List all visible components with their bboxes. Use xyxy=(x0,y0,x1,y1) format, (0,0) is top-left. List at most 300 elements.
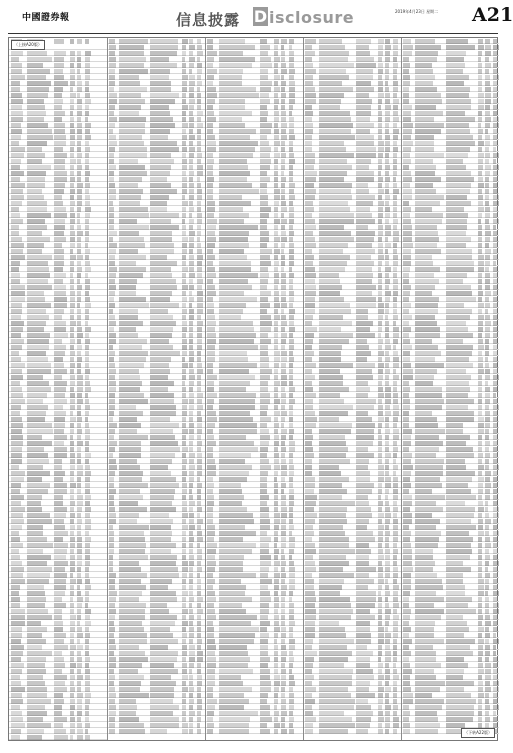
table-cell xyxy=(319,261,347,266)
table-cell xyxy=(415,489,432,494)
table-cell xyxy=(27,255,52,260)
table-cell xyxy=(197,639,202,644)
table-cell xyxy=(403,141,413,146)
table-cell xyxy=(378,147,384,152)
table-cell xyxy=(493,603,499,608)
table-cell xyxy=(319,411,348,416)
table-cell xyxy=(197,171,203,176)
table-cell xyxy=(378,699,383,704)
table-cell xyxy=(70,537,75,542)
table-cell xyxy=(305,369,312,374)
table-cell xyxy=(403,291,410,296)
table-cell xyxy=(260,45,270,50)
table-cell xyxy=(70,585,74,590)
table-cell xyxy=(446,147,470,152)
table-cell xyxy=(319,327,341,332)
table-cell xyxy=(189,141,193,146)
table-cell xyxy=(289,363,293,368)
table-cell xyxy=(197,483,202,488)
table-cell xyxy=(119,267,146,272)
table-cell xyxy=(319,663,344,668)
table-cell xyxy=(493,327,498,332)
table-cell xyxy=(281,687,285,692)
table-cell xyxy=(182,57,185,62)
table-cell xyxy=(189,723,193,728)
table-cell xyxy=(446,681,474,686)
table-cell xyxy=(11,225,19,230)
table-cell xyxy=(478,255,484,260)
continued-from-tag: （上接A20版） xyxy=(11,40,45,50)
table-cell xyxy=(289,123,294,128)
table-cell xyxy=(11,369,22,374)
table-cell xyxy=(85,219,89,224)
table-cell xyxy=(219,195,242,200)
table-cell xyxy=(189,129,193,134)
table-cell xyxy=(415,249,441,254)
table-cell xyxy=(109,75,115,80)
table-cell xyxy=(446,579,463,584)
table-cell xyxy=(54,255,64,260)
table-cell xyxy=(197,687,201,692)
table-cell xyxy=(150,429,173,434)
table-cell xyxy=(319,549,355,554)
table-cell xyxy=(54,63,64,68)
masthead xyxy=(0,0,513,33)
table-cell xyxy=(393,255,398,260)
table-cell xyxy=(70,123,74,128)
table-cell xyxy=(54,531,68,536)
table-cell xyxy=(289,381,293,386)
table-cell xyxy=(182,699,186,704)
table-cell xyxy=(393,207,397,212)
table-cell xyxy=(305,177,316,182)
table-cell xyxy=(485,105,490,110)
table-cell xyxy=(150,459,172,464)
table-cell xyxy=(182,447,188,452)
table-cell xyxy=(493,615,498,620)
table-cell xyxy=(274,729,278,734)
table-cell xyxy=(219,525,245,530)
table-cell xyxy=(415,597,444,602)
table-cell xyxy=(109,561,113,566)
table-cell xyxy=(446,639,475,644)
table-cell xyxy=(109,63,116,68)
table-cell xyxy=(415,543,438,548)
table-cell xyxy=(150,525,171,530)
table-cell xyxy=(378,39,384,44)
table-cell xyxy=(189,267,194,272)
table-cell xyxy=(305,333,314,338)
table-cell xyxy=(478,705,482,710)
table-cell xyxy=(385,489,389,494)
table-cell xyxy=(109,219,114,224)
table-cell xyxy=(85,195,90,200)
table-cell xyxy=(356,237,374,242)
table-cell xyxy=(305,231,313,236)
table-cell xyxy=(197,309,203,314)
table-cell xyxy=(305,453,314,458)
table-cell xyxy=(385,375,389,380)
table-cell xyxy=(281,105,285,110)
table-cell xyxy=(119,645,139,650)
table-cell xyxy=(393,393,398,398)
table-cell xyxy=(119,159,138,164)
table-cell xyxy=(70,699,75,704)
table-cell xyxy=(109,51,115,56)
table-cell xyxy=(77,465,83,470)
table-cell xyxy=(197,231,201,236)
table-cell xyxy=(485,357,488,362)
table-cell xyxy=(197,63,202,68)
table-cell xyxy=(119,621,142,626)
table-cell xyxy=(189,189,194,194)
table-cell xyxy=(446,561,463,566)
table-cell xyxy=(207,621,213,626)
table-cell xyxy=(11,495,24,500)
table-cell xyxy=(403,717,409,722)
table-cell xyxy=(109,225,114,230)
table-cell xyxy=(182,531,186,536)
table-cell xyxy=(70,681,74,686)
table-cell xyxy=(119,111,139,116)
table-cell xyxy=(77,243,81,248)
table-cell xyxy=(305,111,313,116)
table-cell xyxy=(260,123,272,128)
table-cell xyxy=(378,579,384,584)
table-cell xyxy=(182,675,188,680)
table-cell xyxy=(260,201,268,206)
table-cell xyxy=(403,63,410,68)
table-cell xyxy=(109,471,115,476)
table-cell xyxy=(109,243,117,248)
table-cell xyxy=(393,315,398,320)
table-cell xyxy=(27,465,43,470)
table-cell xyxy=(403,135,411,140)
table-cell xyxy=(54,81,68,86)
table-cell xyxy=(305,117,312,122)
table-cell xyxy=(319,633,346,638)
table-cell xyxy=(319,639,354,644)
table-cell xyxy=(109,201,113,206)
table-cell xyxy=(119,675,144,680)
table-cell xyxy=(182,693,186,698)
table-cell xyxy=(403,675,410,680)
table-cell xyxy=(54,411,66,416)
table-cell xyxy=(281,669,286,674)
table-cell xyxy=(356,219,375,224)
table-cell xyxy=(493,357,498,362)
table-cell xyxy=(70,729,75,734)
table-cell xyxy=(485,525,489,530)
table-cell xyxy=(260,315,271,320)
table-cell xyxy=(150,153,171,158)
table-cell xyxy=(219,603,242,608)
table-cell xyxy=(274,171,278,176)
table-cell xyxy=(150,399,174,404)
table-cell xyxy=(219,357,248,362)
table-cell xyxy=(378,183,382,188)
table-cell xyxy=(219,585,246,590)
table-cell xyxy=(393,501,397,506)
table-cell xyxy=(478,579,484,584)
table-cell xyxy=(54,123,65,128)
table-cell xyxy=(493,609,499,614)
table-cell xyxy=(319,237,354,242)
table-cell xyxy=(219,261,251,266)
table-cell xyxy=(219,471,249,476)
table-cell xyxy=(207,717,213,722)
table-cell xyxy=(109,429,115,434)
table-cell xyxy=(493,111,497,116)
table-cell xyxy=(446,201,471,206)
table-cell xyxy=(70,579,76,584)
table-cell xyxy=(485,675,491,680)
table-cell xyxy=(446,495,476,500)
table-cell xyxy=(119,189,143,194)
table-cell xyxy=(478,543,482,548)
page-number: A21 xyxy=(472,4,513,26)
table-cell xyxy=(207,309,214,314)
table-cell xyxy=(415,465,443,470)
table-cell xyxy=(54,471,65,476)
table-cell xyxy=(319,495,342,500)
table-cell xyxy=(403,417,409,422)
table-cell xyxy=(197,675,202,680)
table-cell xyxy=(289,153,294,158)
table-cell xyxy=(109,279,115,284)
table-cell xyxy=(289,339,294,344)
table-cell xyxy=(27,447,44,452)
table-cell xyxy=(274,483,278,488)
table-cell xyxy=(207,201,215,206)
table-cell xyxy=(493,195,499,200)
table-cell xyxy=(274,39,279,44)
table-cell xyxy=(305,375,315,380)
table-cell xyxy=(378,111,382,116)
table-cell xyxy=(356,327,370,332)
table-cell xyxy=(493,99,497,104)
table-cell xyxy=(493,477,497,482)
table-cell xyxy=(478,369,484,374)
table-cell xyxy=(415,645,433,650)
table-cell xyxy=(189,255,194,260)
table-cell xyxy=(403,51,412,56)
column-divider xyxy=(205,38,206,740)
table-cell xyxy=(182,537,186,542)
table-cell xyxy=(119,369,139,374)
table-cell xyxy=(493,147,496,152)
table-cell xyxy=(150,717,179,722)
table-cell xyxy=(207,105,213,110)
table-cell xyxy=(478,567,482,572)
table-cell xyxy=(393,321,396,326)
table-cell xyxy=(274,501,278,506)
table-cell xyxy=(305,339,313,344)
table-cell xyxy=(356,225,368,230)
table-cell xyxy=(70,171,74,176)
table-cell xyxy=(385,105,391,110)
table-cell xyxy=(393,381,397,386)
table-cell xyxy=(197,249,202,254)
table-cell xyxy=(446,669,464,674)
table-cell xyxy=(356,267,372,272)
table-cell xyxy=(150,189,177,194)
table-cell xyxy=(70,39,74,44)
table-cell xyxy=(182,663,187,668)
table-cell xyxy=(70,117,74,122)
table-cell xyxy=(54,399,67,404)
table-cell xyxy=(150,687,174,692)
table-cell xyxy=(182,585,186,590)
table-cell xyxy=(403,663,410,668)
table-cell xyxy=(54,39,64,44)
table-cell xyxy=(27,357,48,362)
table-cell xyxy=(378,729,383,734)
table-cell xyxy=(415,309,438,314)
table-cell xyxy=(403,621,409,626)
table-cell xyxy=(305,717,316,722)
table-cell xyxy=(85,375,89,380)
table-cell xyxy=(289,147,293,152)
table-cell xyxy=(197,75,201,80)
table-cell xyxy=(119,567,141,572)
table-cell xyxy=(197,441,202,446)
table-cell xyxy=(356,663,370,668)
table-cell xyxy=(305,519,315,524)
table-cell xyxy=(109,87,114,92)
table-cell xyxy=(319,363,353,368)
table-cell xyxy=(119,663,142,668)
table-cell xyxy=(415,519,440,524)
table-cell xyxy=(385,537,389,542)
table-cell xyxy=(274,117,279,122)
table-cell xyxy=(415,393,442,398)
table-cell xyxy=(85,363,89,368)
table-cell xyxy=(319,393,340,398)
table-cell xyxy=(85,645,89,650)
table-cell xyxy=(182,651,187,656)
table-cell xyxy=(393,39,398,44)
table-cell xyxy=(289,621,295,626)
table-cell xyxy=(493,531,499,536)
table-cell xyxy=(77,381,83,386)
table-cell xyxy=(446,621,467,626)
table-cell xyxy=(109,555,113,560)
table-cell xyxy=(319,309,351,314)
table-cell xyxy=(197,627,201,632)
table-cell xyxy=(274,207,278,212)
table-cell xyxy=(182,345,187,350)
table-cell xyxy=(119,705,137,710)
table-cell xyxy=(77,75,81,80)
table-cell xyxy=(281,525,286,530)
table-cell xyxy=(378,585,382,590)
continued-to-tag: （下转A22版） xyxy=(461,728,495,738)
table-cell xyxy=(393,45,398,50)
table-cell xyxy=(11,87,20,92)
table-cell xyxy=(446,45,475,50)
table-cell xyxy=(493,93,497,98)
table-cell xyxy=(189,717,193,722)
table-cell xyxy=(197,393,203,398)
table-cell xyxy=(207,435,214,440)
table-cell xyxy=(305,441,312,446)
table-cell xyxy=(274,489,278,494)
table-cell xyxy=(189,153,194,158)
table-cell xyxy=(189,549,193,554)
table-cell xyxy=(197,135,201,140)
table-cell xyxy=(356,453,374,458)
table-cell xyxy=(70,687,75,692)
table-cell xyxy=(485,123,490,128)
table-cell xyxy=(319,645,347,650)
table-cell xyxy=(11,489,20,494)
table-cell xyxy=(260,645,268,650)
table-cell xyxy=(289,549,294,554)
table-cell xyxy=(493,675,498,680)
table-cell xyxy=(493,255,498,260)
table-cell xyxy=(305,447,313,452)
table-cell xyxy=(27,135,53,140)
table-cell xyxy=(70,561,75,566)
table-cell xyxy=(27,495,42,500)
table-cell xyxy=(54,345,66,350)
table-cell xyxy=(77,99,82,104)
table-cell xyxy=(11,513,23,518)
table-cell xyxy=(493,231,497,236)
table-cell xyxy=(85,201,90,206)
table-cell xyxy=(393,57,397,62)
table-cell xyxy=(446,255,472,260)
table-cell xyxy=(403,381,409,386)
table-cell xyxy=(378,417,384,422)
table-row xyxy=(303,728,401,734)
table-cell xyxy=(305,135,312,140)
table-row xyxy=(9,734,107,740)
table-cell xyxy=(182,399,188,404)
table-cell xyxy=(260,687,271,692)
table-cell xyxy=(356,285,376,290)
table-cell xyxy=(11,573,23,578)
table-cell xyxy=(305,357,312,362)
table-cell xyxy=(446,615,463,620)
table-cell xyxy=(11,147,25,152)
table-cell xyxy=(485,687,491,692)
table-cell xyxy=(150,453,175,458)
table-cell xyxy=(11,303,22,308)
table-cell xyxy=(260,531,267,536)
table-cell xyxy=(207,639,215,644)
table-cell xyxy=(356,639,371,644)
table-cell xyxy=(189,435,194,440)
table-cell xyxy=(70,399,75,404)
table-cell xyxy=(356,495,368,500)
table-row xyxy=(107,728,205,734)
table-cell xyxy=(415,729,438,734)
table-cell xyxy=(493,39,497,44)
table-cell xyxy=(403,99,409,104)
table-cell xyxy=(119,291,136,296)
table-cell xyxy=(260,213,269,218)
table-cell xyxy=(77,357,82,362)
table-cell xyxy=(493,573,497,578)
table-cell xyxy=(119,213,149,218)
table-cell xyxy=(197,633,201,638)
table-cell xyxy=(182,261,186,266)
table-cell xyxy=(305,561,315,566)
table-cell xyxy=(289,669,292,674)
table-cell xyxy=(207,447,213,452)
